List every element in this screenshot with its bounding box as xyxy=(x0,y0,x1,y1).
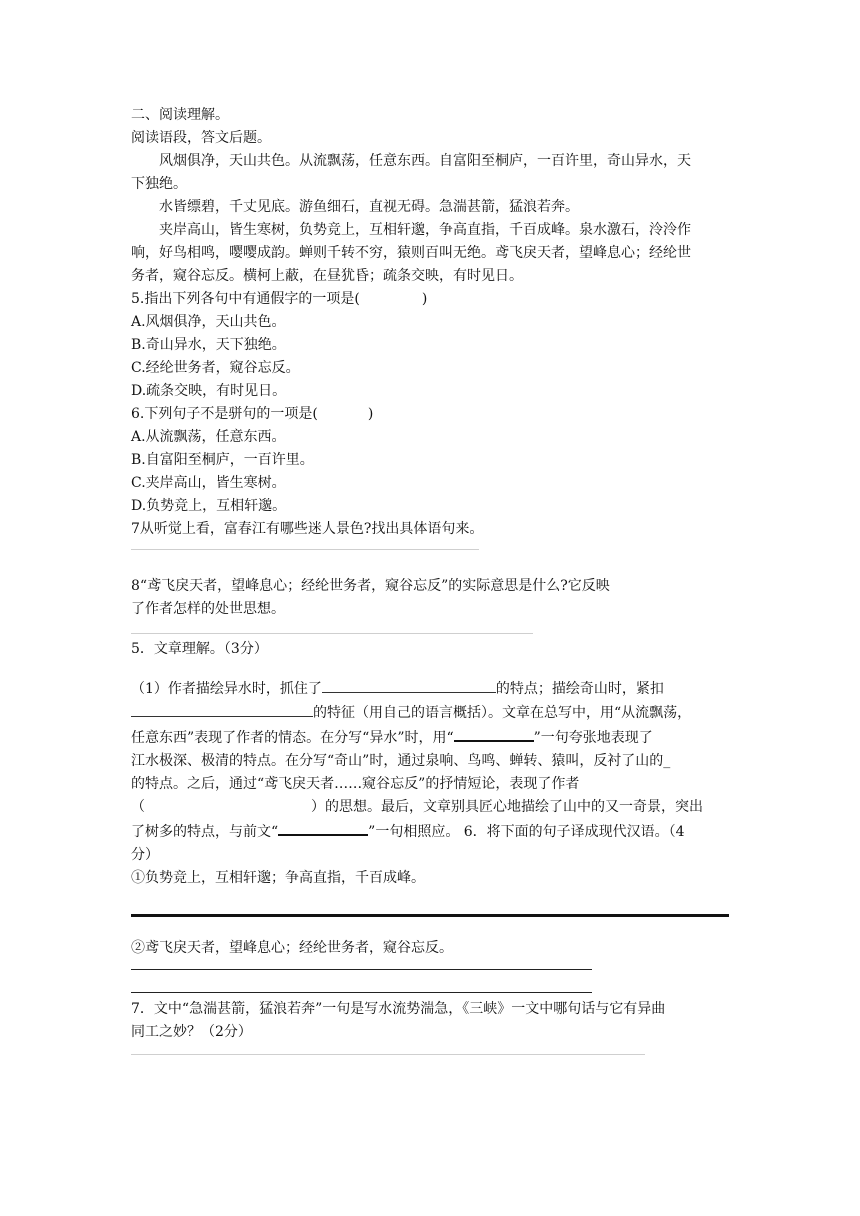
question-7: 7从听觉上看，富春江有哪些迷人景色?找出具体语句来。 xyxy=(131,521,484,537)
option-a: A.风烟俱净，天山共色。 xyxy=(131,314,286,330)
passage-line: 水皆缥碧，千丈见底。游鱼细石，直视无碍。急湍甚箭，猛浪若奔。 xyxy=(159,199,579,215)
passage-line: 响，好鸟相鸣，嘤嘤成韵。蝉则千转不穷，猿则百叫无绝。鸢飞戾天者，望峰息心；经纶世 xyxy=(131,245,691,261)
answer-line xyxy=(131,992,592,993)
fill-blank[interactable] xyxy=(322,677,496,693)
passage xyxy=(131,150,731,288)
fill-blank[interactable] xyxy=(131,701,313,717)
fill-blank[interactable] xyxy=(454,725,534,742)
question-stem: 5.指出下列各句中有通假字的一项是( ) xyxy=(131,291,428,307)
paragraph-line: 了树多的特点，与前文“ ”一句相照应。 6．将下面的句子译成现代汉语。（4 xyxy=(131,819,731,844)
paragraph-line: 的特点。之后，通过“鸢飞戾天者……窥谷忘反”的抒情短论，表现了作者 xyxy=(131,776,580,792)
option-d: D.疏条交映，有时见日。 xyxy=(131,383,287,399)
answer-line xyxy=(131,633,533,634)
question-7-part2-cont: 同工之妙？（2分） xyxy=(131,1024,252,1040)
option-c: C.夹岸高山，皆生寒树。 xyxy=(131,475,286,491)
option-d: D.负势竞上，互相轩邈。 xyxy=(131,498,287,514)
section-title: 二、阅读理解。 xyxy=(131,107,229,123)
translation-1: ①负势竞上，互相轩邈；争高直指，千百成峰。 xyxy=(131,870,425,886)
paragraph-line: 任意东西”表现了作者的情态。在分写“异水”时，用“ ”一句夸张地表现了 xyxy=(131,725,731,750)
question-8: 8“鸢飞戾天者，望峰息心；经纶世务者，窥谷忘反”的实际意思是什么?它反映 xyxy=(131,578,610,594)
question-stem: 6.下列句子不是骈句的一项是( ) xyxy=(131,406,374,422)
comprehension-paragraph xyxy=(131,677,731,867)
part2-heading: 5．文章理解。（3分） xyxy=(131,641,268,657)
paragraph-line: 的特征（用自己的语言概括）。文章在总写中，用“从流飘荡， xyxy=(131,701,731,725)
question-7-part2: 7．文中“急湍甚箭，猛浪若奔”一句是写水流势湍急，《三峡》一文中哪句话与它有异曲 xyxy=(131,1001,666,1017)
passage-line: 夹岸高山，皆生寒树，负势竞上，互相轩邈，争高直指，千百成峰。泉水激石，泠泠作 xyxy=(159,222,691,238)
paragraph-line: （ ）的思想。最后，文章别具匠心地描绘了山中的又一奇景，突出 xyxy=(131,799,703,815)
instruction: 阅读语段，答文后题。 xyxy=(131,130,271,146)
question-6 xyxy=(131,403,731,518)
paragraph-line: 分） xyxy=(131,847,159,863)
answer-line xyxy=(131,914,729,917)
passage-line: 务者，窥谷忘反。横柯上蔽，在昼犹昏；疏条交映，有时见日。 xyxy=(131,268,523,284)
question-5 xyxy=(131,288,731,403)
question-8-cont: 了作者怎样的处世思想。 xyxy=(131,601,285,617)
answer-line xyxy=(131,969,592,970)
option-b: B.奇山异水，天下独绝。 xyxy=(131,337,286,353)
paragraph-line: 江水极深、极清的特点。在分写“奇山”时，通过泉响、鸟鸣、蝉转、猿叫，反衬了山的_ xyxy=(131,753,671,769)
document-body xyxy=(131,104,731,1055)
translation-2: ②鸢飞戾天者，望峰息心；经纶世务者，窥谷忘反。 xyxy=(131,940,453,956)
paragraph-line: （1）作者描绘异水时，抓住了 的特点；描绘奇山时，紧扣 xyxy=(131,677,731,701)
answer-line xyxy=(131,1054,645,1055)
passage-line: 风烟俱净，天山共色。从流飘荡，任意东西。自富阳至桐庐，一百许里，奇山异水，天 xyxy=(159,153,691,169)
option-b: B.自富阳至桐庐，一百许里。 xyxy=(131,452,314,468)
option-a: A.从流飘荡，任意东西。 xyxy=(131,429,286,445)
option-c: C.经纶世务者，窥谷忘反。 xyxy=(131,360,300,376)
passage-line: 下独绝。 xyxy=(131,176,187,192)
fill-blank[interactable] xyxy=(278,819,368,836)
